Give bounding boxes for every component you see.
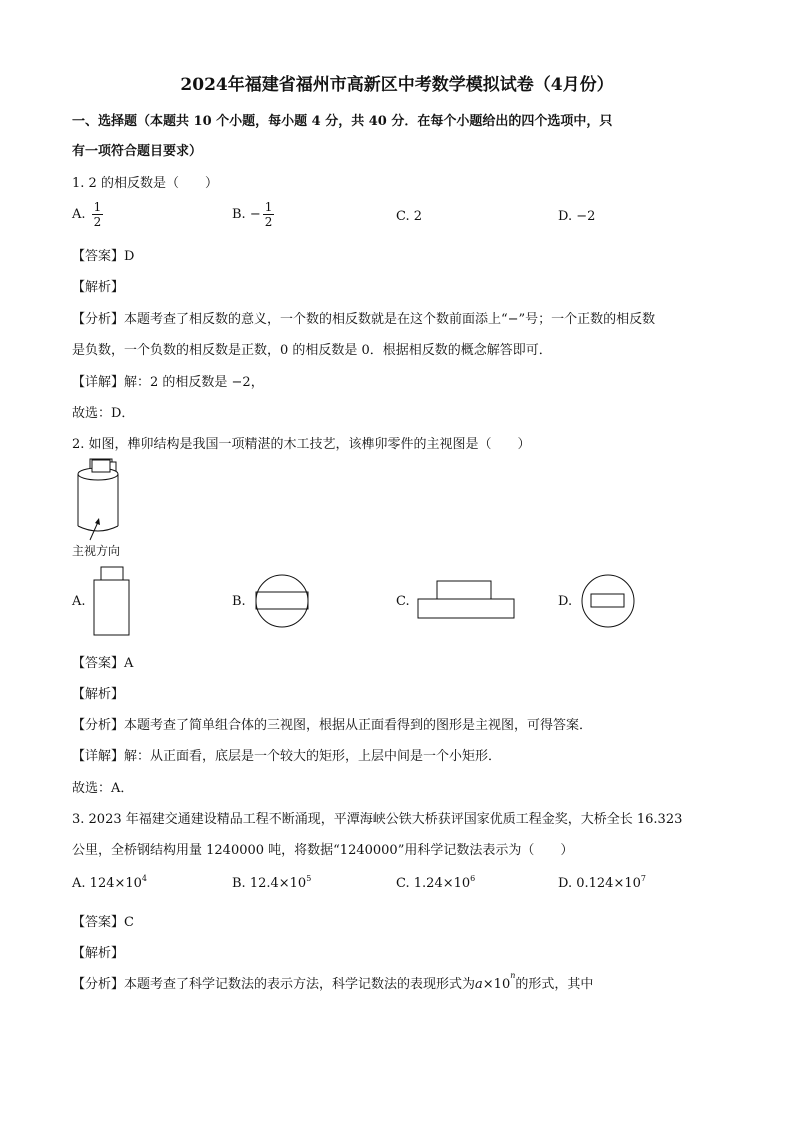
q1-option-c-label: C. xyxy=(396,209,410,224)
q1-option-b-numerator: 1 xyxy=(264,200,273,214)
q3-stem-line-2: 公里，全桥钢结构用量 1240000 吨，将数据“1240000”用科学记数法表示为（ ） xyxy=(72,843,574,858)
q3-option-c xyxy=(396,876,475,891)
q3-option-a xyxy=(72,876,147,891)
q2-option-a-label: A. xyxy=(72,594,86,609)
q2-option-a-figure xyxy=(93,566,133,638)
q2-figure-caption: 主视方向 xyxy=(72,544,121,558)
page-title: 2024年福建省福州市高新区中考数学模拟试卷（4月份） xyxy=(180,75,614,95)
q1-option-b-label: B. xyxy=(232,207,246,222)
q3-option-b-label: B. xyxy=(232,876,246,891)
q1-option-d xyxy=(558,209,595,224)
q2-option-c-label: C. xyxy=(396,594,410,609)
q1-option-b-sign: − xyxy=(249,207,261,222)
q1-answer: 【答案】D xyxy=(72,249,135,264)
q1-analysis-tag: 【解析】 xyxy=(72,280,125,295)
q2-answer: 【答案】A xyxy=(72,656,134,671)
q2-option-d-figure xyxy=(580,574,638,630)
q1-option-a xyxy=(72,200,105,229)
q1-guxuan: 故选：D． xyxy=(72,406,135,421)
q3-analysis-tag: 【解析】 xyxy=(72,946,125,961)
q2-option-d-label: D. xyxy=(558,594,573,609)
q1-option-b xyxy=(232,200,276,229)
q2-stem: 2. 如图，榫卯结构是我国一项精湛的木工技艺，该榫卯零件的主视图是（ ） xyxy=(72,437,531,452)
q3-answer: 【答案】C xyxy=(72,915,134,930)
q3-option-c-base: 1.24×10 xyxy=(413,876,471,891)
q1-stem: 1. 2 的相反数是（ ） xyxy=(72,176,218,191)
q2-option-b-label: B. xyxy=(232,594,246,609)
q2-xiangjie: 【详解】解：从正面看，底层是一个较大的矩形，上层中间是一个小矩形． xyxy=(72,749,502,764)
q3-option-c-label: C. xyxy=(396,876,410,891)
q1-option-a-label: A. xyxy=(72,207,86,222)
q3-fenxi-math-a: a xyxy=(475,977,483,992)
q1-fenxi-line-1: 【分析】本题考查了相反数的意义，一个数的相反数就是在这个数前面添上“−”号；一个正数的相反数 xyxy=(72,312,656,327)
q1-option-c xyxy=(396,209,422,224)
q1-fenxi-line-2: 是负数，一个负数的相反数是正数，0 的相反数是 0．根据相反数的概念解答即可． xyxy=(72,343,552,358)
q3-option-a-base: 124×10 xyxy=(89,876,142,891)
q2-fenxi: 【分析】本题考查了简单组合体的三视图，根据从正面看得到的图形是主视图，可得答案． xyxy=(72,718,593,733)
q3-fenxi-pre: 【分析】本题考查了科学记数法的表示方法，科学记数法的表现形式为 xyxy=(72,977,476,992)
q1-xiangjie: 【详解】解：2 的相反数是 −2， xyxy=(72,375,264,390)
q3-fenxi-math-n: n xyxy=(510,971,516,980)
q3-option-d-exponent: 7 xyxy=(640,874,646,883)
q3-option-d xyxy=(558,876,646,891)
q3-option-d-base: 0.124×10 xyxy=(576,876,641,891)
q3-option-a-exponent: 4 xyxy=(141,874,148,883)
q3-stem-line-1: 3. 2023 年福建交通建设精品工程不断涌现，平潭海峡公铁大桥获评国家优质工程金奖，大桥全长 16.323 xyxy=(72,812,683,827)
section-heading-line-1: 一、选择题（本题共 10 个小题，每小题 4 分，共 40 分．在每个小题给出的四个选项中，只 xyxy=(72,114,613,129)
q3-option-a-label: A. xyxy=(72,876,86,891)
q3-fenxi xyxy=(72,973,593,992)
q1-option-d-label: D. xyxy=(558,209,573,224)
q2-option-b-figure xyxy=(254,574,312,630)
q1-option-a-fraction xyxy=(92,200,104,229)
q3-option-b-base: 12.4×10 xyxy=(249,876,307,891)
q3-option-b-exponent: 5 xyxy=(306,874,312,883)
q2-option-c-figure xyxy=(417,580,517,622)
q3-fenxi-math-times: ×10 xyxy=(482,977,511,992)
q1-option-a-denominator: 2 xyxy=(93,215,102,229)
q3-option-d-label: D. xyxy=(558,876,573,891)
q3-option-b xyxy=(232,876,311,891)
q2-analysis-tag: 【解析】 xyxy=(72,687,125,702)
q3-fenxi-post: 的形式，其中 xyxy=(515,977,594,992)
q2-guxuan: 故选：A． xyxy=(72,781,134,796)
q3-option-c-exponent: 6 xyxy=(470,874,476,883)
q2-figure-cylinder xyxy=(76,456,136,536)
q1-option-b-fraction xyxy=(263,200,275,229)
q1-option-d-value: −2 xyxy=(576,209,596,224)
section-heading-line-2: 有一项符合题目要求） xyxy=(72,144,203,159)
q1-option-a-numerator: 1 xyxy=(93,200,102,214)
q1-option-b-denominator: 2 xyxy=(264,215,273,229)
q1-option-c-value: 2 xyxy=(413,209,423,224)
